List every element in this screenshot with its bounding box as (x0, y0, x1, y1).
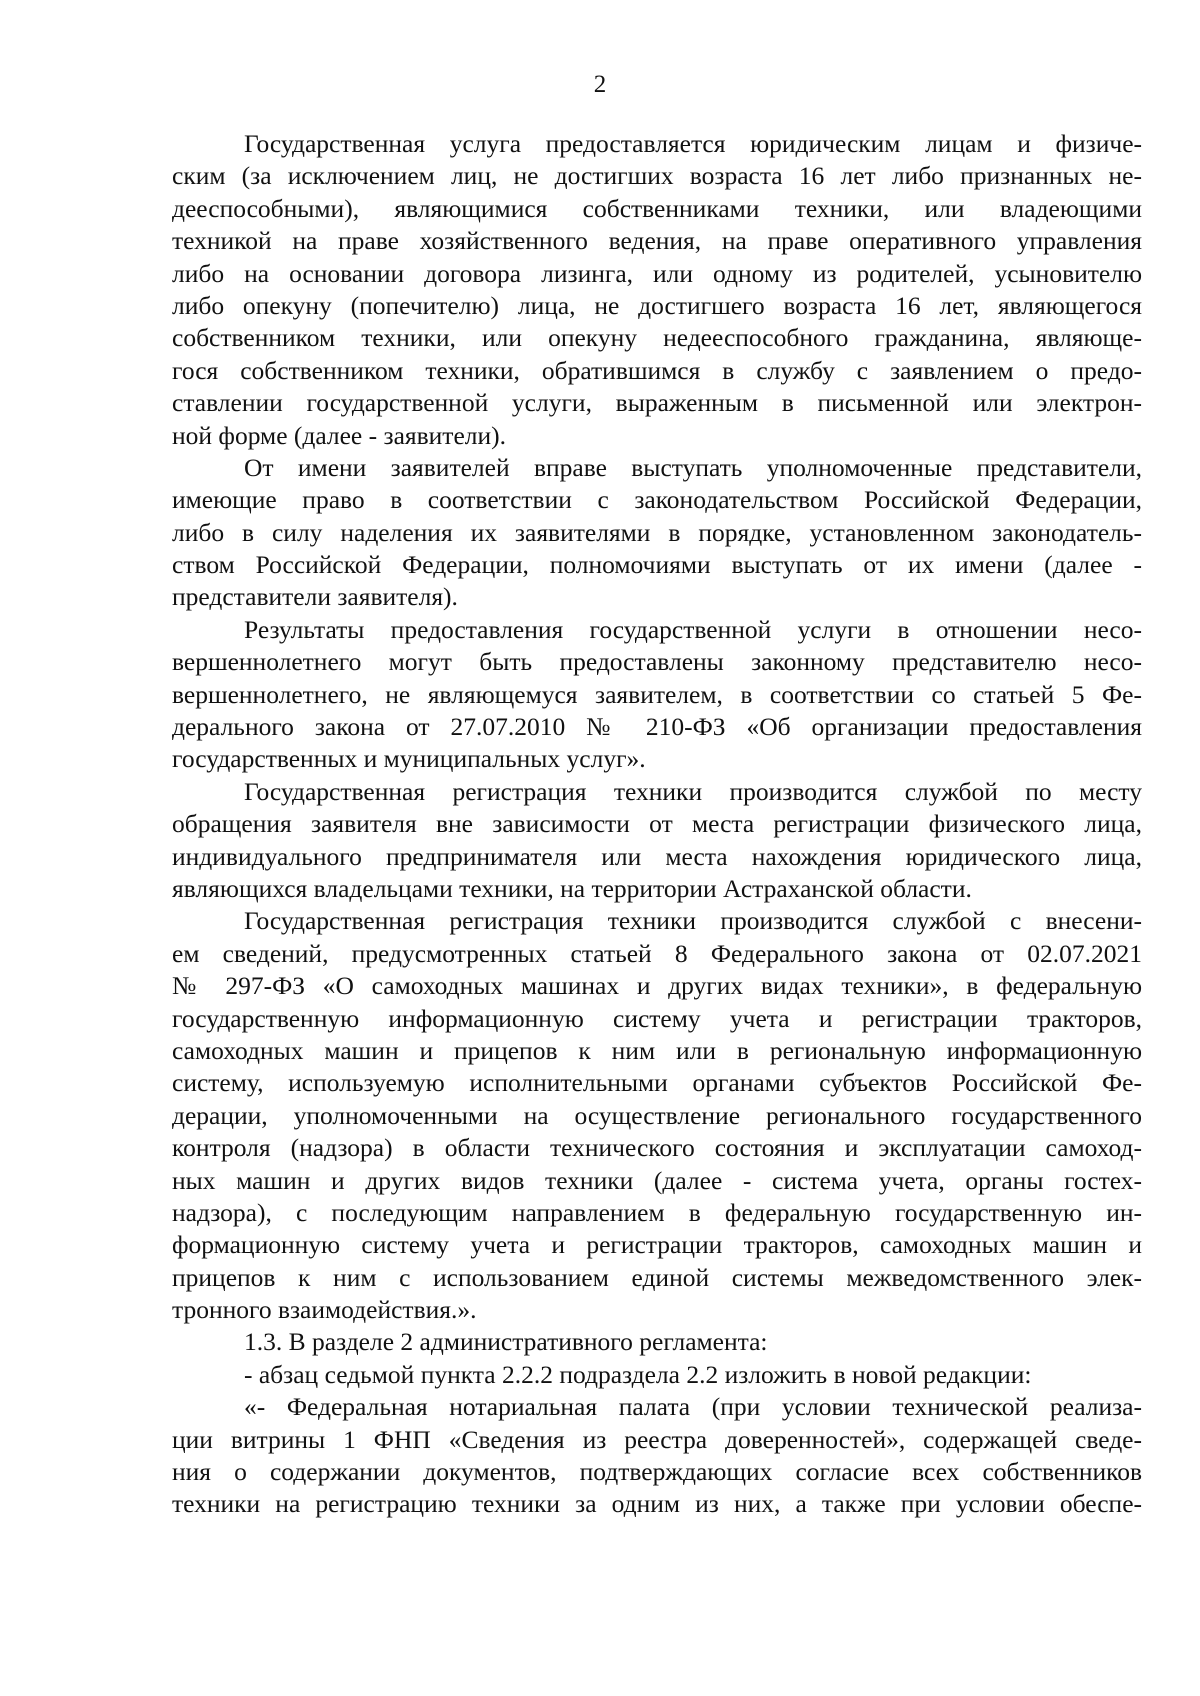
text-line: - абзац седьмой пункта 2.2.2 подраздела 2.2 изложить в новой редакции: (244, 1359, 1032, 1389)
text-line: контроля (надзора) в области технического состояния и эксплуатации самоход- (172, 1133, 1142, 1163)
text-line: «- Федеральная нотариальная палата (при условии технической реализа- (244, 1392, 1142, 1422)
text-line: техникой на праве хозяйственного ведения, на праве оперативного управления (172, 226, 1142, 256)
text-line: тронного взаимодействия.». (172, 1295, 477, 1325)
page-number: 2 (593, 71, 607, 98)
text-line: вершеннолетнего могут быть предоставлены законному представителю несо- (172, 647, 1142, 677)
text-line: самоходных машин и прицепов к ним или в региональную информационную (172, 1035, 1142, 1065)
text-line: ским (за исключением лиц, не достигших возраста 16 лет либо признанных не- (172, 161, 1142, 191)
text-line: формационную систему учета и регистрации тракторов, самоходных машин и (172, 1230, 1142, 1260)
text-line: Государственная регистрация техники производится службой по месту (244, 776, 1142, 806)
text-line: № 297-ФЗ «О самоходных машинах и других видах техники», в федеральную (172, 971, 1142, 1001)
text-line: ством Российской Федерации, полномочиями выступать от их имени (далее - (172, 550, 1142, 580)
text-line: либо в силу наделения их заявителями в порядке, установленном законодатель- (172, 517, 1142, 547)
text-line: ции витрины 1 ФНП «Сведения из реестра доверенностей», содержащей сведе- (172, 1424, 1142, 1454)
text-line: ем сведений, предусмотренных статьей 8 Федерального закона от 02.07.2021 (172, 938, 1142, 968)
text-line: представители заявителя). (172, 582, 458, 612)
text-line: обращения заявителя вне зависимости от места регистрации физического лица, (172, 809, 1142, 839)
text-line: имеющие право в соответствии с законодательством Российской Федерации, (172, 485, 1142, 515)
text-line: ставлении государственной услуги, выраженным в письменной или электрон- (172, 388, 1142, 418)
text-line: индивидуального предпринимателя или места нахождения юридического лица, (172, 841, 1142, 871)
text-line: надзора), с последующим направлением в федеральную государственную ин- (172, 1197, 1142, 1227)
text-line: прицепов к ним с использованием единой системы межведомственного элек- (172, 1262, 1142, 1292)
text-line: Результаты предоставления государственной услуги в отношении несо- (244, 614, 1142, 644)
text-line: либо опекуну (попечителю) лица, не достигшего возраста 16 лет, являющегося (172, 290, 1142, 320)
text-line: либо на основании договора лизинга, или одному из родителей, усыновителю (172, 258, 1142, 288)
text-line: Государственная услуга предоставляется юридическим лицам и физиче- (244, 129, 1142, 158)
text-line: 1.3. В разделе 2 административного регламента: (244, 1327, 768, 1357)
text-line: вершеннолетнего, не являющемуся заявителем, в соответствии со статьей 5 Фе- (172, 679, 1142, 709)
text-line: систему, используемую исполнительными органами субъектов Российской Фе- (172, 1068, 1142, 1098)
text-line: собственником техники, или опекуну недееспособного гражданина, являюще- (172, 323, 1142, 353)
text-line: Государственная регистрация техники производится службой с внесени- (244, 906, 1142, 936)
text-line: От имени заявителей вправе выступать уполномоченные представители, (244, 452, 1142, 482)
text-line: ной форме (далее - заявители). (172, 420, 507, 450)
text-line: дееспособными), являющимися собственниками техники, или владеющими (172, 193, 1142, 223)
text-line: являющихся владельцами техники, на территории Астраханской области. (172, 873, 972, 903)
text-line: государственную информационную систему учета и регистрации тракторов, (172, 1003, 1142, 1033)
text-line: дерации, уполномоченными на осуществление регионального государственного (172, 1100, 1142, 1130)
text-line: ния о содержании документов, подтверждающих согласие всех собственников (172, 1457, 1142, 1487)
text-line: ных машин и других видов техники (далее - система учета, органы гостех- (172, 1165, 1142, 1195)
document-body (172, 128, 1142, 1521)
text-line: гося собственником техники, обратившимся в службу с заявлением о предо- (172, 355, 1142, 385)
text-line: государственных и муниципальных услуг». (172, 744, 646, 774)
text-line: дерального закона от 27.07.2010 № 210-ФЗ «Об организации предоставления (172, 712, 1142, 742)
text-line: техники на регистрацию техники за одним из них, а также при условии обеспе- (172, 1489, 1142, 1519)
